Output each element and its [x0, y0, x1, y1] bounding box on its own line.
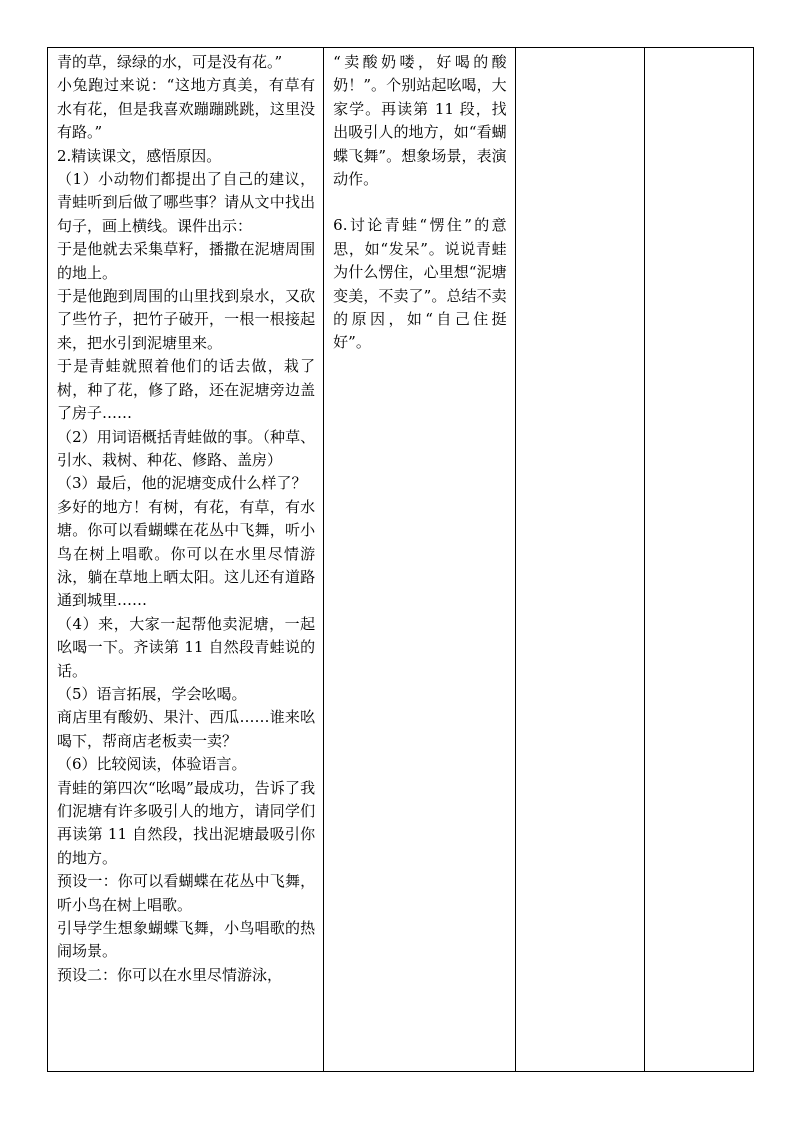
paragraph: （6）比较阅读，体验语言。 [57, 755, 247, 774]
empty-cell [515, 48, 644, 1072]
paragraph: 2.精读课文，感悟原因。 [57, 146, 222, 165]
paragraph: （3）最后，他的泥塘变成什么样了？ [57, 474, 307, 493]
paragraph: 于是青蛙就照着他们的话去做，栽了树，种了花，修了路，还在泥塘旁边盖了房子…… [57, 357, 316, 423]
paragraph: （5）语言拓展，学会吆喝。 [57, 684, 247, 703]
paragraph: 预设二：你可以在水里尽情游泳， [57, 965, 283, 984]
paragraph: “卖酸奶喽，好喝的酸奶！”。个别站起吆喝，大家学。再读第 11 段，找出吸引人的地方，如“看蝴蝶飞舞”。想象场景，表演动作。 [333, 53, 507, 189]
paragraph: 青蛙的第四次“吆喝”最成功，告诉了我们泥塘有许多吸引人的地方，请同学们再读第 11 自然段，找出泥塘最吸引你的地方。 [57, 778, 316, 867]
paragraph: （1）小动物们都提出了自己的建议，青蛙听到后做了哪些事？请从文中找出句子，画上横线。课件出示： [57, 170, 316, 235]
spacer [333, 191, 507, 214]
paragraph: 预设一：你可以看蝴蝶在花丛中飞舞，听小鸟在树上唱歌。 [57, 872, 316, 914]
paragraph: （2）用词语概括青蛙做的事。（种草、引水、栽树、种花、修路、盖房） [57, 427, 316, 469]
paragraph: 引导学生想象蝴蝶飞舞，小鸟唱歌的热闹场景。 [57, 919, 316, 961]
student-activity-cell [324, 48, 516, 1072]
paragraph: 青的草，绿绿的水，可是没有花。” [57, 53, 283, 71]
paragraph: 商店里有酸奶、果汁、西瓜……谁来吆喝下，帮商店老板卖一卖？ [57, 708, 316, 750]
paragraph: 多好的地方！有树，有花，有草，有水塘。你可以看蝴蝶在花丛中飞舞，听小鸟在树上唱歌。你可以在水里尽情游泳，躺在草地上晒太阳。这儿还有道路通到城里…… [57, 497, 316, 610]
paragraph: （4）来，大家一起帮他卖泥塘，一起吆喝一下。齐读第 11 自然段青蛙说的话。 [57, 614, 316, 680]
lesson-plan-table [47, 47, 754, 1072]
paragraph: 6.讨论青蛙“愣住”的意思，如“发呆”。说说青蛙为什么愣住，心里想“泥塘变美，不卖了”。总结不卖的原因，如“自己住挺好”。 [333, 216, 507, 352]
paragraph: 小兔跑过来说：“这地方真美，有草有水有花，但是我喜欢蹦蹦跳跳，这里没有路。” [57, 76, 316, 142]
empty-cell [644, 48, 753, 1072]
paragraph: 于是他跑到周围的山里找到泉水，又砍了些竹子，把竹子破开，一根一根接起来，把水引到泥塘里来。 [57, 287, 316, 352]
table-row [48, 48, 754, 1072]
paragraph: 于是他就去采集草籽，播撒在泥塘周围的地上。 [57, 240, 316, 282]
teaching-process-cell [48, 48, 324, 1072]
